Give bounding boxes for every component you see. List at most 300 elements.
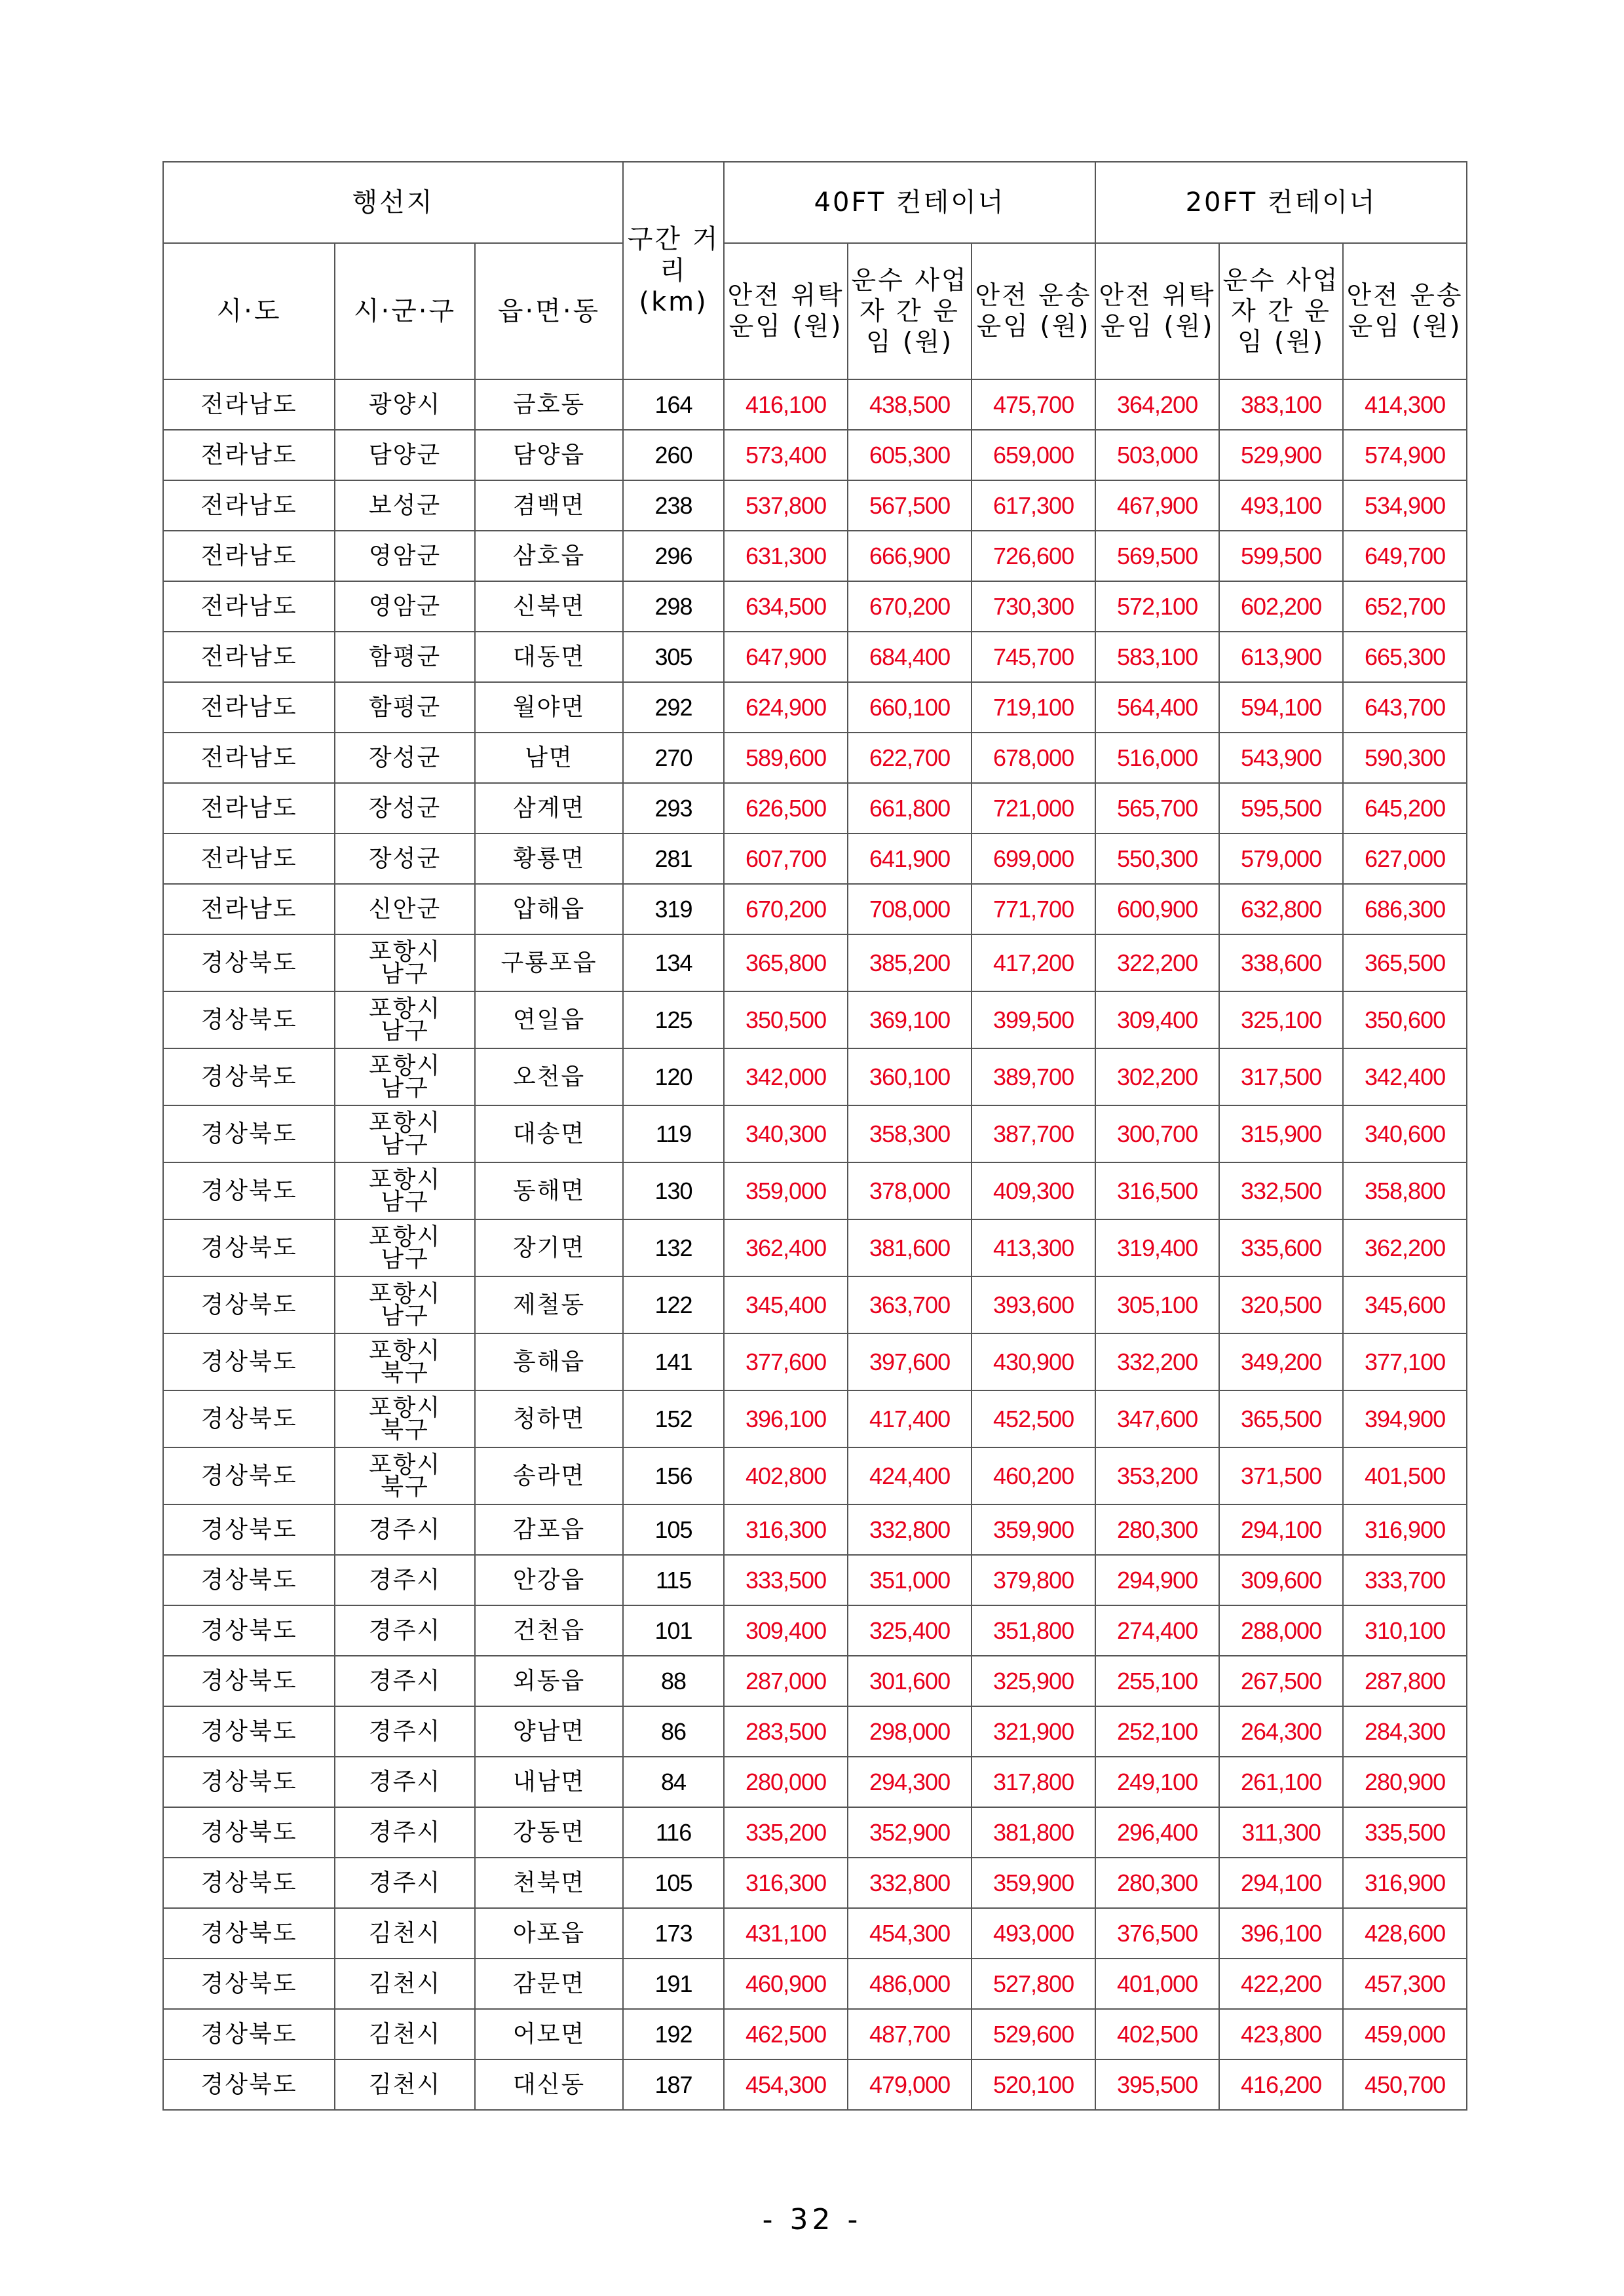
ft40-carrier-fare-cell: 487,700 <box>848 2009 972 2059</box>
ft20-safe-consign-fare-cell: 316,500 <box>1095 1162 1219 1219</box>
distance-cell: 130 <box>623 1162 724 1219</box>
sigungu-cell: 영암군 <box>335 581 475 632</box>
sido-cell: 전라남도 <box>163 783 335 833</box>
distance-cell: 119 <box>623 1105 724 1162</box>
sigungu-cell: 경주시 <box>335 1605 475 1656</box>
sigungu-cell: 장성군 <box>335 833 475 884</box>
distance-cell: 88 <box>623 1656 724 1706</box>
ft20-safe-consign-fare-cell: 280,300 <box>1095 1504 1219 1555</box>
ft40-safe-transport-fare-cell: 393,600 <box>972 1276 1095 1333</box>
ft40-safe-transport-fare-cell: 529,600 <box>972 2009 1095 2059</box>
ft20-carrier-fare-cell: 294,100 <box>1219 1858 1343 1908</box>
sido-cell: 경상북도 <box>163 2059 335 2110</box>
sido-cell: 전라남도 <box>163 632 335 682</box>
table-row <box>163 1656 1467 1706</box>
ft40-carrier-fare-cell: 301,600 <box>848 1656 972 1706</box>
sigungu-cell: 보성군 <box>335 480 475 531</box>
ft40-safe-consign-fare-cell: 607,700 <box>724 833 848 884</box>
sido-cell: 경상북도 <box>163 2009 335 2059</box>
distance-cell: 292 <box>623 682 724 733</box>
ft40-carrier-fare-cell: 378,000 <box>848 1162 972 1219</box>
eupmyeondong-cell: 대신동 <box>475 2059 623 2110</box>
eupmyeondong-cell: 내남면 <box>475 1757 623 1807</box>
ft40-safe-transport-fare-cell: 325,900 <box>972 1656 1095 1706</box>
ft20-safe-transport-fare-cell: 333,700 <box>1343 1555 1467 1605</box>
sigungu-cell: 경주시 <box>335 1555 475 1605</box>
ft20-safe-transport-fare-cell: 652,700 <box>1343 581 1467 632</box>
sido-cell: 경상북도 <box>163 1908 335 1959</box>
eupmyeondong-cell: 감문면 <box>475 1959 623 2009</box>
ft40-safe-consign-fare-cell: 460,900 <box>724 1959 848 2009</box>
ft20-safe-transport-fare-cell: 340,600 <box>1343 1105 1467 1162</box>
ft40-carrier-fare-cell: 670,200 <box>848 581 972 632</box>
ft40-carrier-fare-cell: 294,300 <box>848 1757 972 1807</box>
ft20-safe-consign-fare-cell: 516,000 <box>1095 733 1219 783</box>
distance-cell: 293 <box>623 783 724 833</box>
distance-cell: 270 <box>623 733 724 783</box>
ft20-safe-consign-fare-cell: 395,500 <box>1095 2059 1219 2110</box>
ft20-safe-consign-fare-cell: 503,000 <box>1095 430 1219 480</box>
distance-cell: 173 <box>623 1908 724 1959</box>
eupmyeondong-cell: 황룡면 <box>475 833 623 884</box>
distance-cell: 296 <box>623 531 724 581</box>
ft20-carrier-fare-cell: 335,600 <box>1219 1219 1343 1276</box>
eupmyeondong-cell: 건천읍 <box>475 1605 623 1656</box>
table-row <box>163 1447 1467 1504</box>
fare-table-body <box>163 379 1467 2110</box>
sido-cell: 경상북도 <box>163 1048 335 1105</box>
ft40-carrier-fare-cell: 352,900 <box>848 1807 972 1858</box>
eupmyeondong-cell: 안강읍 <box>475 1555 623 1605</box>
ft20-carrier-fare-cell: 422,200 <box>1219 1959 1343 2009</box>
ft40-safe-consign-fare-cell: 359,000 <box>724 1162 848 1219</box>
ft40-carrier-fare-cell: 363,700 <box>848 1276 972 1333</box>
ft20-carrier-fare-cell: 599,500 <box>1219 531 1343 581</box>
ft40-safe-transport-fare-cell: 321,900 <box>972 1706 1095 1757</box>
ft40-carrier-fare-cell: 358,300 <box>848 1105 972 1162</box>
table-row <box>163 991 1467 1048</box>
eupmyeondong-cell: 강동면 <box>475 1807 623 1858</box>
ft40-safe-transport-fare-cell: 387,700 <box>972 1105 1095 1162</box>
ft40-carrier-fare-cell: 661,800 <box>848 783 972 833</box>
ft40-safe-transport-fare-header: 안전 운송 운임 (원) <box>972 243 1095 379</box>
ft40-carrier-fare-cell: 369,100 <box>848 991 972 1048</box>
fare-table <box>162 161 1467 2111</box>
sigungu-cell: 포항시 북구 <box>335 1447 475 1504</box>
ft20-carrier-fare-cell: 288,000 <box>1219 1605 1343 1656</box>
ft20-safe-consign-fare-cell: 550,300 <box>1095 833 1219 884</box>
ft20-safe-transport-fare-cell: 401,500 <box>1343 1447 1467 1504</box>
eupmyeondong-cell: 담양읍 <box>475 430 623 480</box>
ft40-safe-transport-fare-cell: 359,900 <box>972 1858 1095 1908</box>
distance-cell: 86 <box>623 1706 724 1757</box>
sigungu-cell: 담양군 <box>335 430 475 480</box>
eupmyeondong-cell: 월야면 <box>475 682 623 733</box>
table-row <box>163 1105 1467 1162</box>
eupmyeondong-cell: 대동면 <box>475 632 623 682</box>
sido-cell: 경상북도 <box>163 1858 335 1908</box>
ft20-carrier-fare-cell: 264,300 <box>1219 1706 1343 1757</box>
ft40-safe-transport-fare-cell: 381,800 <box>972 1807 1095 1858</box>
distance-header: 구간 거리 (km) <box>623 162 724 379</box>
ft20-safe-transport-fare-cell: 627,000 <box>1343 833 1467 884</box>
sigungu-cell: 포항시 남구 <box>335 1276 475 1333</box>
ft40-safe-consign-fare-cell: 333,500 <box>724 1555 848 1605</box>
ft20-safe-transport-fare-cell: 450,700 <box>1343 2059 1467 2110</box>
sigungu-cell: 포항시 북구 <box>335 1390 475 1447</box>
ft20-safe-transport-fare-cell: 342,400 <box>1343 1048 1467 1105</box>
sido-cell: 전라남도 <box>163 884 335 934</box>
ft20-carrier-fare-cell: 320,500 <box>1219 1276 1343 1333</box>
table-row <box>163 480 1467 531</box>
eupmyeondong-cell: 청하면 <box>475 1390 623 1447</box>
distance-cell: 120 <box>623 1048 724 1105</box>
ft40-safe-consign-fare-cell: 287,000 <box>724 1656 848 1706</box>
ft20-carrier-fare-cell: 594,100 <box>1219 682 1343 733</box>
eupmyeondong-header: 읍·면·동 <box>475 243 623 379</box>
ft40-carrier-fare-cell: 660,100 <box>848 682 972 733</box>
sido-cell: 경상북도 <box>163 1555 335 1605</box>
sido-cell: 경상북도 <box>163 1333 335 1390</box>
ft20-safe-transport-fare-cell: 335,500 <box>1343 1807 1467 1858</box>
sigungu-cell: 경주시 <box>335 1757 475 1807</box>
ft40-safe-transport-fare-cell: 413,300 <box>972 1219 1095 1276</box>
ft20-carrier-fare-cell: 602,200 <box>1219 581 1343 632</box>
sigungu-cell: 포항시 남구 <box>335 991 475 1048</box>
ft20-carrier-fare-cell: 416,200 <box>1219 2059 1343 2110</box>
ft20-safe-transport-fare-cell: 287,800 <box>1343 1656 1467 1706</box>
ft20-safe-consign-fare-cell: 309,400 <box>1095 991 1219 1048</box>
ft40-safe-transport-fare-cell: 409,300 <box>972 1162 1095 1219</box>
ft40-carrier-fare-cell: 641,900 <box>848 833 972 884</box>
eupmyeondong-cell: 연일읍 <box>475 991 623 1048</box>
ft20-safe-consign-fare-cell: 249,100 <box>1095 1757 1219 1807</box>
destination-header: 행선지 <box>163 162 623 243</box>
ft40-carrier-fare-cell: 486,000 <box>848 1959 972 2009</box>
ft40-safe-transport-fare-cell: 730,300 <box>972 581 1095 632</box>
ft20-safe-transport-fare-cell: 350,600 <box>1343 991 1467 1048</box>
sido-header: 시·도 <box>163 243 335 379</box>
ft20-safe-transport-fare-cell: 358,800 <box>1343 1162 1467 1219</box>
ft20-carrier-fare-cell: 371,500 <box>1219 1447 1343 1504</box>
ft40-safe-transport-fare-cell: 351,800 <box>972 1605 1095 1656</box>
ft40-safe-consign-fare-cell: 537,800 <box>724 480 848 531</box>
ft40-safe-consign-fare-cell: 416,100 <box>724 379 848 430</box>
ft40-carrier-fare-header: 운수 사업자 간 운임 (원) <box>848 243 972 379</box>
sido-cell: 전라남도 <box>163 430 335 480</box>
sido-cell: 전라남도 <box>163 833 335 884</box>
ft20-carrier-fare-cell: 396,100 <box>1219 1908 1343 1959</box>
ft20-safe-transport-fare-cell: 686,300 <box>1343 884 1467 934</box>
sido-cell: 경상북도 <box>163 1162 335 1219</box>
ft20-safe-consign-fare-cell: 296,400 <box>1095 1807 1219 1858</box>
ft40-safe-consign-fare-cell: 454,300 <box>724 2059 848 2110</box>
ft40-safe-consign-fare-cell: 402,800 <box>724 1447 848 1504</box>
ft20-safe-consign-fare-cell: 280,300 <box>1095 1858 1219 1908</box>
ft20-safe-consign-fare-cell: 332,200 <box>1095 1333 1219 1390</box>
eupmyeondong-cell: 아포읍 <box>475 1908 623 1959</box>
ft20-carrier-fare-cell: 365,500 <box>1219 1390 1343 1447</box>
eupmyeondong-cell: 구룡포읍 <box>475 934 623 991</box>
ft40-safe-consign-fare-cell: 396,100 <box>724 1390 848 1447</box>
eupmyeondong-cell: 금호동 <box>475 379 623 430</box>
distance-cell: 132 <box>623 1219 724 1276</box>
ft40-safe-consign-fare-cell: 647,900 <box>724 632 848 682</box>
eupmyeondong-cell: 삼호읍 <box>475 531 623 581</box>
ft40-carrier-fare-cell: 479,000 <box>848 2059 972 2110</box>
eupmyeondong-cell: 대송면 <box>475 1105 623 1162</box>
ft20-safe-transport-fare-cell: 457,300 <box>1343 1959 1467 2009</box>
distance-cell: 105 <box>623 1858 724 1908</box>
ft40-carrier-fare-cell: 397,600 <box>848 1333 972 1390</box>
ft40-safe-transport-fare-cell: 520,100 <box>972 2059 1095 2110</box>
eupmyeondong-cell: 남면 <box>475 733 623 783</box>
sigungu-cell: 포항시 남구 <box>335 1162 475 1219</box>
sido-cell: 전라남도 <box>163 581 335 632</box>
sido-cell: 경상북도 <box>163 1447 335 1504</box>
eupmyeondong-cell: 흥해읍 <box>475 1333 623 1390</box>
sido-cell: 경상북도 <box>163 1276 335 1333</box>
sido-cell: 경상북도 <box>163 934 335 991</box>
ft40-safe-transport-fare-cell: 678,000 <box>972 733 1095 783</box>
ft40-safe-consign-fare-cell: 340,300 <box>724 1105 848 1162</box>
ft40-safe-consign-fare-cell: 626,500 <box>724 783 848 833</box>
sido-cell: 경상북도 <box>163 1219 335 1276</box>
ft20-safe-transport-fare-cell: 310,100 <box>1343 1605 1467 1656</box>
table-row <box>163 1219 1467 1276</box>
sido-cell: 경상북도 <box>163 1706 335 1757</box>
table-row <box>163 1048 1467 1105</box>
sigungu-cell: 김천시 <box>335 2009 475 2059</box>
ft40-carrier-fare-cell: 332,800 <box>848 1858 972 1908</box>
sido-cell: 전라남도 <box>163 480 335 531</box>
ft20-carrier-fare-cell: 613,900 <box>1219 632 1343 682</box>
ft40-safe-consign-fare-cell: 280,000 <box>724 1757 848 1807</box>
ft20-carrier-fare-cell: 579,000 <box>1219 833 1343 884</box>
table-row <box>163 1555 1467 1605</box>
distance-cell: 164 <box>623 379 724 430</box>
distance-cell: 238 <box>623 480 724 531</box>
table-row <box>163 733 1467 783</box>
distance-cell: 191 <box>623 1959 724 2009</box>
ft20-safe-consign-fare-cell: 401,000 <box>1095 1959 1219 2009</box>
sido-cell: 경상북도 <box>163 1959 335 2009</box>
ft40-carrier-fare-cell: 605,300 <box>848 430 972 480</box>
ft40-safe-consign-fare-cell: 362,400 <box>724 1219 848 1276</box>
ft40-safe-consign-fare-cell: 431,100 <box>724 1908 848 1959</box>
distance-cell: 101 <box>623 1605 724 1656</box>
eupmyeondong-cell: 겸백면 <box>475 480 623 531</box>
ft20-safe-consign-fare-cell: 255,100 <box>1095 1656 1219 1706</box>
eupmyeondong-cell: 장기면 <box>475 1219 623 1276</box>
ft20-safe-consign-fare-cell: 600,900 <box>1095 884 1219 934</box>
ft20-carrier-fare-cell: 493,100 <box>1219 480 1343 531</box>
ft40-carrier-fare-cell: 708,000 <box>848 884 972 934</box>
ft20-carrier-fare-cell: 315,900 <box>1219 1105 1343 1162</box>
ft40-carrier-fare-cell: 381,600 <box>848 1219 972 1276</box>
ft40-safe-consign-fare-cell: 316,300 <box>724 1504 848 1555</box>
eupmyeondong-cell: 동해면 <box>475 1162 623 1219</box>
ft40-safe-consign-fare-cell: 377,600 <box>724 1333 848 1390</box>
ft40-safe-consign-fare-cell: 342,000 <box>724 1048 848 1105</box>
ft40-carrier-fare-cell: 424,400 <box>848 1447 972 1504</box>
distance-cell: 156 <box>623 1447 724 1504</box>
distance-cell: 281 <box>623 833 724 884</box>
ft40-safe-consign-fare-cell: 634,500 <box>724 581 848 632</box>
sigungu-cell: 포항시 남구 <box>335 934 475 991</box>
ft40-carrier-fare-cell: 454,300 <box>848 1908 972 1959</box>
ft20-carrier-fare-cell: 311,300 <box>1219 1807 1343 1858</box>
ft20-carrier-fare-cell: 632,800 <box>1219 884 1343 934</box>
ft40-safe-transport-fare-cell: 719,100 <box>972 682 1095 733</box>
ft20-safe-consign-fare-cell: 294,900 <box>1095 1555 1219 1605</box>
ft40-safe-transport-fare-cell: 771,700 <box>972 884 1095 934</box>
ft20-carrier-fare-cell: 325,100 <box>1219 991 1343 1048</box>
ft40-carrier-fare-cell: 417,400 <box>848 1390 972 1447</box>
ft20-safe-consign-fare-header: 안전 위탁 운임 (원) <box>1095 243 1219 379</box>
distance-cell: 116 <box>623 1807 724 1858</box>
ft20-safe-consign-fare-cell: 564,400 <box>1095 682 1219 733</box>
ft40-carrier-fare-cell: 325,400 <box>848 1605 972 1656</box>
table-row <box>163 682 1467 733</box>
page-number: - 32 - <box>762 2203 862 2236</box>
eupmyeondong-cell: 양남면 <box>475 1706 623 1757</box>
sido-cell: 전라남도 <box>163 379 335 430</box>
ft20-safe-transport-fare-cell: 665,300 <box>1343 632 1467 682</box>
distance-cell: 105 <box>623 1504 724 1555</box>
sigungu-cell: 경주시 <box>335 1858 475 1908</box>
ft20-safe-transport-fare-cell: 284,300 <box>1343 1706 1467 1757</box>
ft40-carrier-fare-cell: 385,200 <box>848 934 972 991</box>
ft20-carrier-fare-cell: 294,100 <box>1219 1504 1343 1555</box>
sigungu-cell: 함평군 <box>335 682 475 733</box>
ft40-safe-consign-fare-cell: 365,800 <box>724 934 848 991</box>
ft20-safe-consign-fare-cell: 572,100 <box>1095 581 1219 632</box>
ft20-safe-consign-fare-cell: 300,700 <box>1095 1105 1219 1162</box>
table-row <box>163 2009 1467 2059</box>
sigungu-cell: 김천시 <box>335 2059 475 2110</box>
ft20-safe-consign-fare-cell: 302,200 <box>1095 1048 1219 1105</box>
ft40-carrier-fare-cell: 332,800 <box>848 1504 972 1555</box>
ft20-carrier-fare-cell: 423,800 <box>1219 2009 1343 2059</box>
ft20-safe-consign-fare-cell: 319,400 <box>1095 1219 1219 1276</box>
ft40-safe-transport-fare-cell: 493,000 <box>972 1908 1095 1959</box>
ft40-safe-transport-fare-cell: 726,600 <box>972 531 1095 581</box>
ft20-safe-consign-fare-cell: 274,400 <box>1095 1605 1219 1656</box>
ft20-carrier-fare-cell: 383,100 <box>1219 379 1343 430</box>
ft20-safe-transport-fare-cell: 590,300 <box>1343 733 1467 783</box>
distance-cell: 305 <box>623 632 724 682</box>
ft20-carrier-fare-cell: 543,900 <box>1219 733 1343 783</box>
ft20-safe-consign-fare-cell: 467,900 <box>1095 480 1219 531</box>
table-row <box>163 1276 1467 1333</box>
table-row <box>163 1959 1467 2009</box>
sigungu-cell: 경주시 <box>335 1656 475 1706</box>
sigungu-cell: 김천시 <box>335 1908 475 1959</box>
eupmyeondong-cell: 오천읍 <box>475 1048 623 1105</box>
ft20-carrier-fare-cell: 338,600 <box>1219 934 1343 991</box>
ft20-safe-transport-fare-cell: 574,900 <box>1343 430 1467 480</box>
eupmyeondong-cell: 외동읍 <box>475 1656 623 1706</box>
ft20-safe-transport-fare-cell: 428,600 <box>1343 1908 1467 1959</box>
ft40-carrier-fare-cell: 351,000 <box>848 1555 972 1605</box>
table-row <box>163 1807 1467 1858</box>
ft20-safe-transport-fare-cell: 365,500 <box>1343 934 1467 991</box>
distance-cell: 84 <box>623 1757 724 1807</box>
ft40-carrier-fare-cell: 567,500 <box>848 480 972 531</box>
ft40-safe-consign-fare-cell: 462,500 <box>724 2009 848 2059</box>
ft20-safe-transport-fare-cell: 534,900 <box>1343 480 1467 531</box>
table-row <box>163 1162 1467 1219</box>
ft40-safe-transport-fare-cell: 721,000 <box>972 783 1095 833</box>
ft20-safe-transport-fare-cell: 414,300 <box>1343 379 1467 430</box>
ft20-safe-transport-fare-cell: 362,200 <box>1343 1219 1467 1276</box>
eupmyeondong-cell: 감포읍 <box>475 1504 623 1555</box>
sido-cell: 경상북도 <box>163 1605 335 1656</box>
ft40-safe-transport-fare-cell: 389,700 <box>972 1048 1095 1105</box>
ft40-safe-consign-fare-cell: 350,500 <box>724 991 848 1048</box>
ft40-carrier-fare-cell: 684,400 <box>848 632 972 682</box>
ft20-safe-consign-fare-cell: 305,100 <box>1095 1276 1219 1333</box>
ft20-header: 20FT 컨테이너 <box>1095 162 1467 243</box>
ft40-safe-transport-fare-cell: 745,700 <box>972 632 1095 682</box>
ft20-safe-consign-fare-cell: 252,100 <box>1095 1706 1219 1757</box>
eupmyeondong-cell: 신북면 <box>475 581 623 632</box>
ft20-safe-transport-fare-cell: 280,900 <box>1343 1757 1467 1807</box>
distance-cell: 122 <box>623 1276 724 1333</box>
sigungu-cell: 포항시 북구 <box>335 1333 475 1390</box>
ft20-carrier-fare-cell: 261,100 <box>1219 1757 1343 1807</box>
table-row <box>163 1333 1467 1390</box>
eupmyeondong-cell: 송라면 <box>475 1447 623 1504</box>
ft40-safe-transport-fare-cell: 417,200 <box>972 934 1095 991</box>
distance-cell: 187 <box>623 2059 724 2110</box>
ft20-safe-transport-fare-cell: 459,000 <box>1343 2009 1467 2059</box>
table-row <box>163 1605 1467 1656</box>
distance-cell: 319 <box>623 884 724 934</box>
distance-cell: 134 <box>623 934 724 991</box>
sigungu-cell: 경주시 <box>335 1504 475 1555</box>
distance-cell: 152 <box>623 1390 724 1447</box>
ft40-carrier-fare-cell: 622,700 <box>848 733 972 783</box>
ft40-safe-consign-fare-cell: 670,200 <box>724 884 848 934</box>
sido-cell: 경상북도 <box>163 1390 335 1447</box>
distance-cell: 125 <box>623 991 724 1048</box>
ft20-safe-consign-fare-cell: 364,200 <box>1095 379 1219 430</box>
table-row <box>163 430 1467 480</box>
table-row <box>163 1390 1467 1447</box>
ft40-safe-transport-fare-cell: 460,200 <box>972 1447 1095 1504</box>
ft20-carrier-fare-cell: 349,200 <box>1219 1333 1343 1390</box>
sido-cell: 경상북도 <box>163 1807 335 1858</box>
table-row <box>163 783 1467 833</box>
table-row <box>163 2059 1467 2110</box>
ft40-safe-transport-fare-cell: 475,700 <box>972 379 1095 430</box>
table-row <box>163 632 1467 682</box>
ft20-safe-consign-fare-cell: 376,500 <box>1095 1908 1219 1959</box>
ft40-safe-consign-fare-cell: 335,200 <box>724 1807 848 1858</box>
table-row <box>163 833 1467 884</box>
sido-cell: 경상북도 <box>163 1757 335 1807</box>
ft20-safe-transport-fare-cell: 394,900 <box>1343 1390 1467 1447</box>
sigungu-header: 시·군·구 <box>335 243 475 379</box>
table-row <box>163 531 1467 581</box>
ft40-safe-transport-fare-cell: 317,800 <box>972 1757 1095 1807</box>
distance-cell: 141 <box>623 1333 724 1390</box>
ft20-carrier-fare-cell: 529,900 <box>1219 430 1343 480</box>
sigungu-cell: 영암군 <box>335 531 475 581</box>
ft40-safe-transport-fare-cell: 379,800 <box>972 1555 1095 1605</box>
